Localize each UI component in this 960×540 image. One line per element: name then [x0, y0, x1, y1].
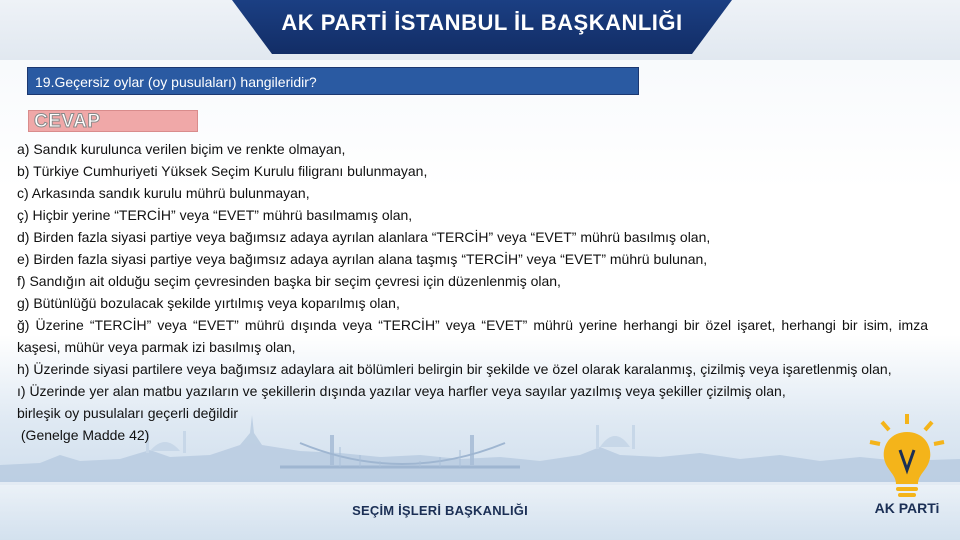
- answer-conclusion: birleşik oy pusulaları geçerli değildir: [17, 405, 238, 421]
- answer-reference: (Genelge Madde 42): [17, 427, 150, 443]
- answer-line-h: h) Üzerinde siyasi partilere veya bağımsız adaylara ait bölümleri belirgin bir şekilde ve özel olarak karalanmış, çizilmiş veya işaretlenmiş olan,: [17, 361, 892, 377]
- answer-line-i: ı) Üzerinde yer alan matbu yazıların ve şekillerin dışında yazılar veya harfler veya sayılar yazılmış veya şekiller çizilmiş olan,: [17, 383, 786, 399]
- answer-line-gg: ğ) Üzerine “TERCİH” veya “EVET” mührü dışında veya “TERCİH” veya “EVET” mührü yerine herhangi bir özel işaret, herhangi bir isim, imza kaşesi, mühür veya parmak izi basılmış olan,: [17, 317, 928, 355]
- footer-text: SEÇİM İŞLERİ BAŞKANLIĞI: [352, 503, 528, 518]
- answer-line-b: b) Türkiye Cumhuriyeti Yüksek Seçim Kurulu filigranı bulunmayan,: [17, 163, 428, 179]
- answer-line-c: c) Arkasında sandık kurulu mührü bulunmayan,: [17, 185, 310, 201]
- answer-line-f: f) Sandığın ait olduğu seçim çevresinden başka bir seçim çevresi için düzenlenmiş olan,: [17, 273, 561, 289]
- answer-line-d: d) Birden fazla siyasi partiye veya bağımsız adaya ayrılan alanlara “TERCİH” veya “EVET” mührü basılmış olan,: [17, 229, 711, 245]
- header-title: AK PARTİ İSTANBUL İL BAŞKANLIĞI: [281, 10, 683, 35]
- question-box: 19.Geçersiz oylar (oy pusulaları) hangileridir?: [27, 67, 639, 95]
- answer-line-g: g) Bütünlüğü bozulacak şekilde yırtılmış veya koparılmış olan,: [17, 295, 400, 311]
- answer-content: [17, 138, 928, 446]
- answer-label: CEVAP: [28, 110, 198, 132]
- header: [0, 0, 960, 60]
- answer-line-cc: ç) Hiçbir yerine “TERCİH” veya “EVET” mührü basılmamış olan,: [17, 207, 413, 223]
- answer-line-a: a) Sandık kurulunca verilen biçim ve renkte olmayan,: [17, 141, 346, 157]
- logo-text: AK PARTi: [874, 500, 940, 516]
- answer-line-e: e) Birden fazla siyasi partiye veya bağımsız adaya ayrılan alana taşmış “TERCİH” veya “EVET” mührü bulunan,: [17, 251, 708, 267]
